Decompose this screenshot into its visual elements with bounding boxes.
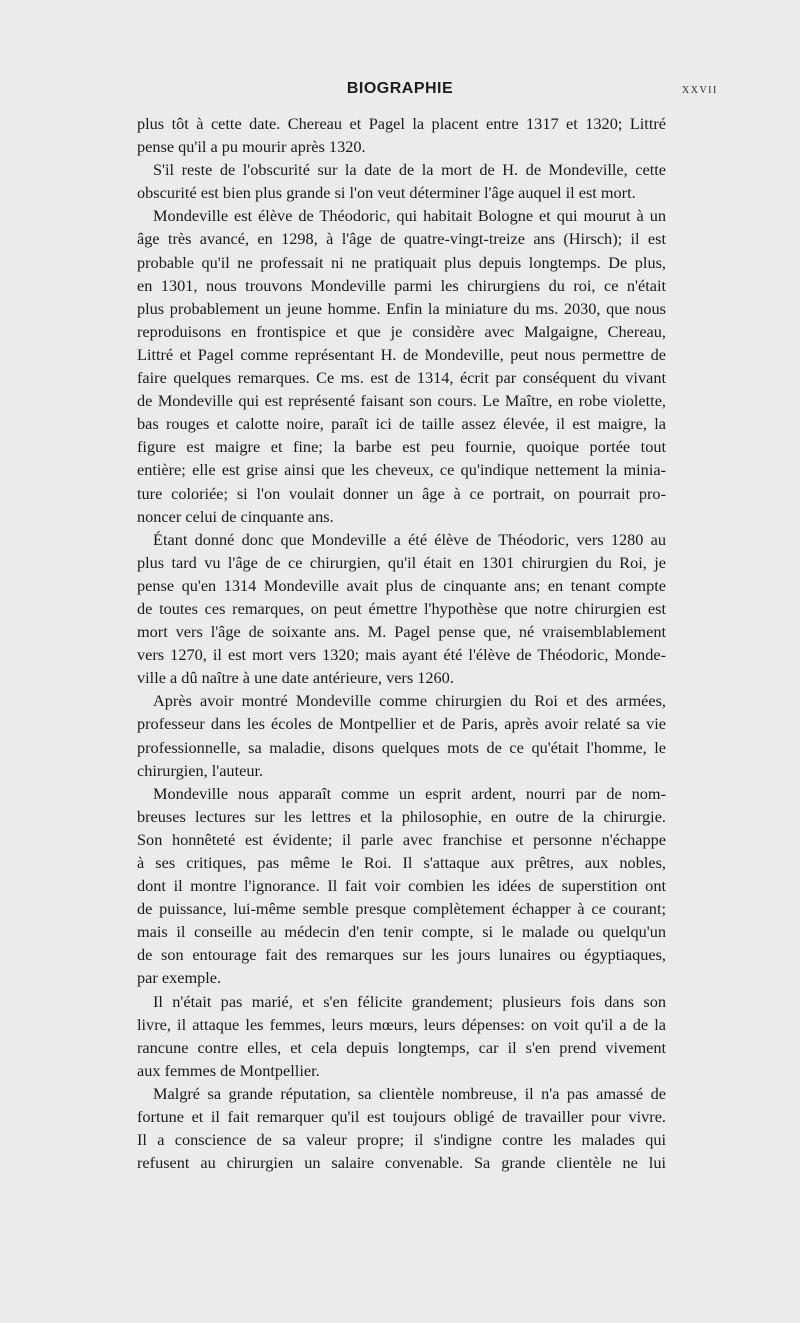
text-line: mort vers l'âge de soixante ans. M. Pagel pense que, né vraisemblablement — [137, 622, 666, 642]
running-title: BIOGRAPHIE — [346, 80, 454, 97]
text-line: ville a dû naître à une date antérieure, vers 1260. — [137, 668, 454, 688]
text-line: rancune contre elles, et cela depuis longtemps, car il s'en prend vivement — [137, 1037, 666, 1057]
text-line: Mondeville nous apparaît comme un esprit ardent, nourri par de nom- — [153, 783, 666, 803]
text-line: chirurgien, l'auteur. — [137, 760, 264, 780]
text-line: de Mondeville qui est représenté faisant son cours. Le Maître, en robe violette, — [137, 391, 666, 411]
page-number: XXVII — [682, 85, 718, 96]
text-line: probable qu'il ne professait ni ne pratiquait plus depuis longtemps. De plus, — [137, 252, 666, 272]
text-line: Après avoir montré Mondeville comme chirurgien du Roi et des armées, — [153, 691, 666, 711]
text-line: S'il reste de l'obscurité sur la date de la mort de H. de Mondeville, cette — [153, 160, 666, 180]
body-text — [137, 112, 666, 1174]
text-line: vers 1270, il est mort vers 1320; mais ayant été l'élève de Théodoric, Monde- — [137, 645, 666, 665]
text-line: Il n'était pas marié, et s'en félicite grandement; plusieurs fois dans son — [153, 991, 666, 1011]
text-line: entière; elle est grise ainsi que les cheveux, ce qu'indique nettement la minia- — [137, 460, 666, 480]
text-line: professionnelle, sa maladie, disons quelques mots de ce qu'était l'homme, le — [137, 737, 666, 757]
text-line: dont il montre l'ignorance. Il fait voir combien les idées de superstition ont — [137, 876, 666, 896]
text-line: obscurité est bien plus grande si l'on veut déterminer l'âge auquel il est mort. — [137, 183, 636, 203]
text-line: fortune et il fait remarquer qu'il est toujours obligé de travailler pour vivre. — [137, 1107, 666, 1127]
text-line: Son honnêteté est évidente; il parle avec franchise et personne n'échappe — [137, 829, 666, 849]
text-line: de son entourage fait des remarques sur les jours lunaires ou égyptiaques, — [137, 945, 666, 965]
text-line: aux femmes de Montpellier. — [137, 1060, 320, 1080]
text-line: plus tard vu l'âge de ce chirurgien, qu'il était en 1301 chirurgien du Roi, je — [137, 552, 666, 572]
text-line: reproduisons en frontispice et que je considère avec Malgaigne, Chereau, — [137, 321, 666, 341]
text-line: ture coloriée; si l'on voulait donner un âge à ce portrait, on pourrait pro- — [137, 483, 666, 503]
text-line: figure est maigre et fine; la barbe est peu fournie, quoique portée tout — [137, 437, 666, 457]
text-line: pense qu'en 1314 Mondeville avait plus de cinquante ans; en tenant compte — [137, 575, 666, 595]
text-line: par exemple. — [137, 968, 222, 988]
text-line: Il a conscience de sa valeur propre; il s'indigne contre les malades qui — [137, 1130, 666, 1150]
text-line: Littré et Pagel comme représentant H. de Mondeville, peut nous permettre de — [137, 344, 666, 364]
text-line: de toutes ces remarques, on peut émettre l'hypothèse que notre chirurgien est — [137, 598, 666, 618]
text-line: faire quelques remarques. Ce ms. est de 1314, écrit par conséquent du vivant — [137, 368, 666, 388]
text-line: pense qu'il a pu mourir après 1320. — [137, 137, 366, 157]
text-line: plus probablement un jeune homme. Enfin la miniature du ms. 2030, que nous — [137, 298, 666, 318]
text-line: à ses critiques, pas même le Roi. Il s'attaque aux prêtres, aux nobles, — [137, 853, 666, 872]
text-line: Mondeville est élève de Théodoric, qui habitait Bologne et qui mourut à un — [153, 206, 666, 226]
text-line: professeur dans les écoles de Montpellier et de Paris, après avoir relaté sa vie — [137, 714, 666, 734]
text-line: en 1301, nous trouvons Mondeville parmi les chirurgiens du roi, ce n'était — [137, 275, 666, 295]
text-line: Étant donné donc que Mondeville a été élève de Théodoric, vers 1280 au — [153, 529, 666, 549]
text-line: bas rouges et calotte noire, paraît ici de taille assez élevée, il est maigre, la — [137, 414, 666, 434]
text-line: noncer celui de cinquante ans. — [137, 506, 334, 526]
text-line: Malgré sa grande réputation, sa clientèle nombreuse, il n'a pas amassé de — [153, 1083, 666, 1103]
text-line: de puissance, lui-même semble presque complètement échapper à ce courant; — [137, 899, 666, 919]
text-line: âge très avancé, en 1298, à l'âge de quatre-vingt-treize ans (Hirsch); il est — [137, 229, 666, 249]
text-line: refusent au chirurgien un salaire convenable. Sa grande clientèle ne lui — [137, 1153, 666, 1173]
text-line: breuses lectures sur les lettres et la philosophie, en outre de la chirurgie. — [137, 806, 666, 826]
text-line: mais il conseille au médecin d'en tenir compte, si le malade ou quelqu'un — [137, 922, 666, 942]
text-line: livre, il attaque les femmes, leurs mœurs, leurs dépenses: on voit qu'il a de la — [137, 1014, 666, 1034]
page-header — [0, 80, 800, 104]
text-line: plus tôt à cette date. Chereau et Pagel la placent entre 1317 et 1320; Littré — [137, 114, 666, 133]
